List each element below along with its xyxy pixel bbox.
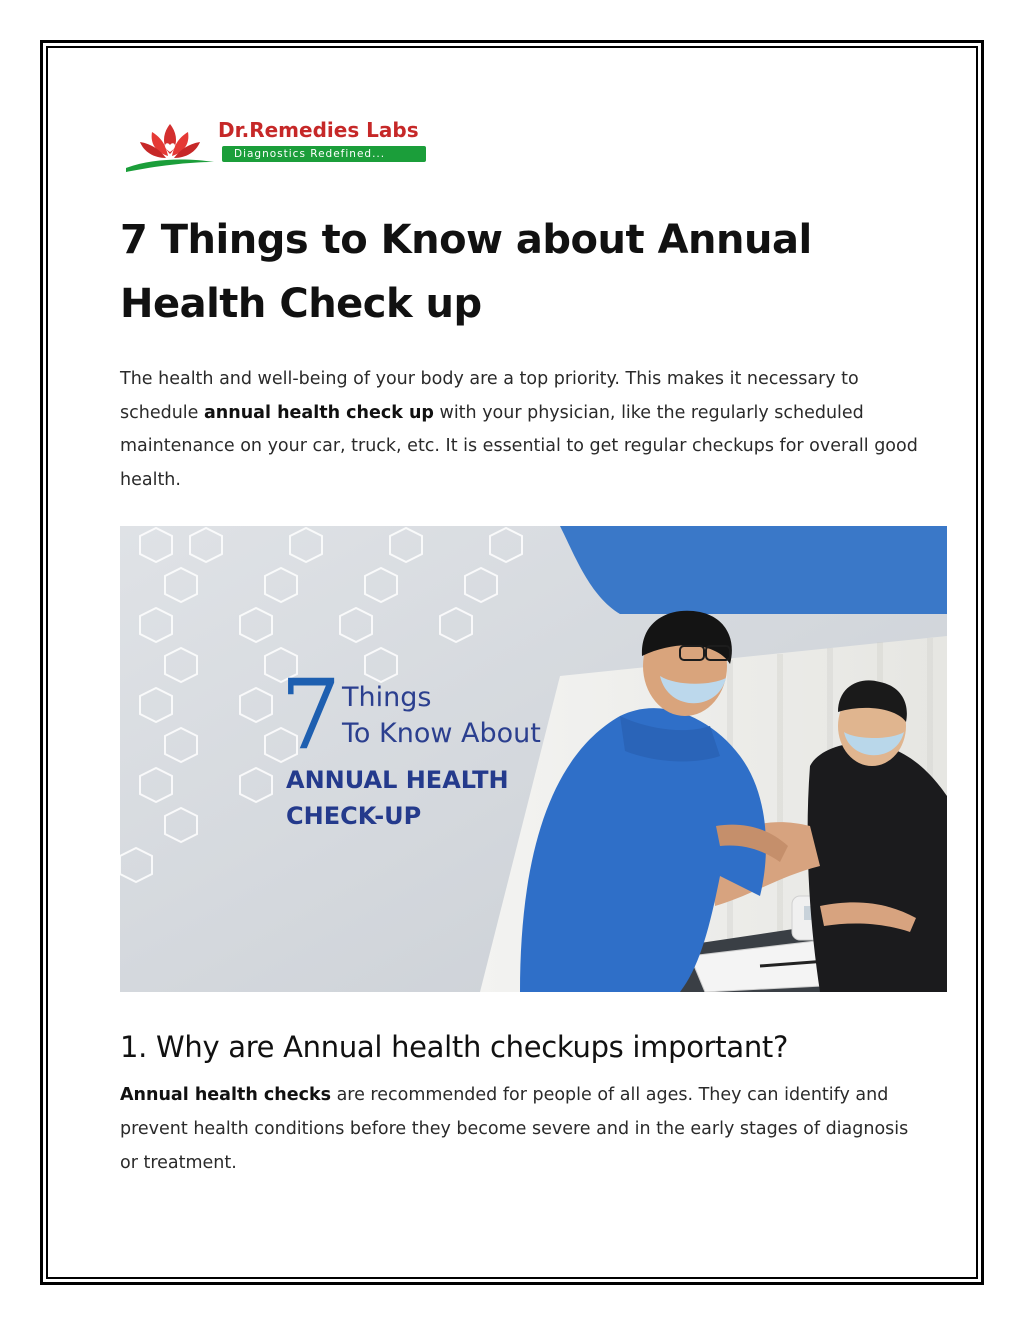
section1-heading: 1. Why are Annual health checkups important? [120, 1030, 789, 1064]
banner-line-annual-health: ANNUAL HEALTH [286, 766, 509, 794]
section1-paragraph [120, 1078, 920, 1180]
lotus-icon [122, 118, 218, 176]
banner-line-to-know-about: To Know About [342, 718, 541, 749]
section1-keyword: Annual health checks [120, 1085, 331, 1105]
brand-logo [122, 118, 432, 176]
intro-keyword-link: annual health check up [204, 402, 434, 423]
brand-tagline: Diagnostics Redefined... [234, 148, 386, 160]
intro-text-before: The health and well-being of your body are a top priority. This makes it necessary to schedule [120, 369, 859, 423]
banner-line-check-up: CHECK-UP [286, 802, 422, 830]
blue-band [560, 526, 947, 614]
intro-paragraph [120, 363, 920, 497]
banner-line-things: Things [342, 682, 432, 713]
intro-text-after: with your physician, like the regularly scheduled maintenance on your car, truck, etc. It is essential to get regular checkups for overall good health. [120, 402, 918, 490]
brand-name: Dr.Remedies Labs [218, 118, 419, 142]
banner-image [120, 526, 947, 992]
banner-number: 7 [280, 659, 342, 771]
patient [808, 743, 947, 992]
section1-text: are recommended for people of all ages. They can identify and prevent health conditions before they become severe and in the early stages of diagnosis or treatment. [120, 1085, 909, 1173]
article-title: 7 Things to Know about Annual Health Check up [120, 217, 812, 327]
